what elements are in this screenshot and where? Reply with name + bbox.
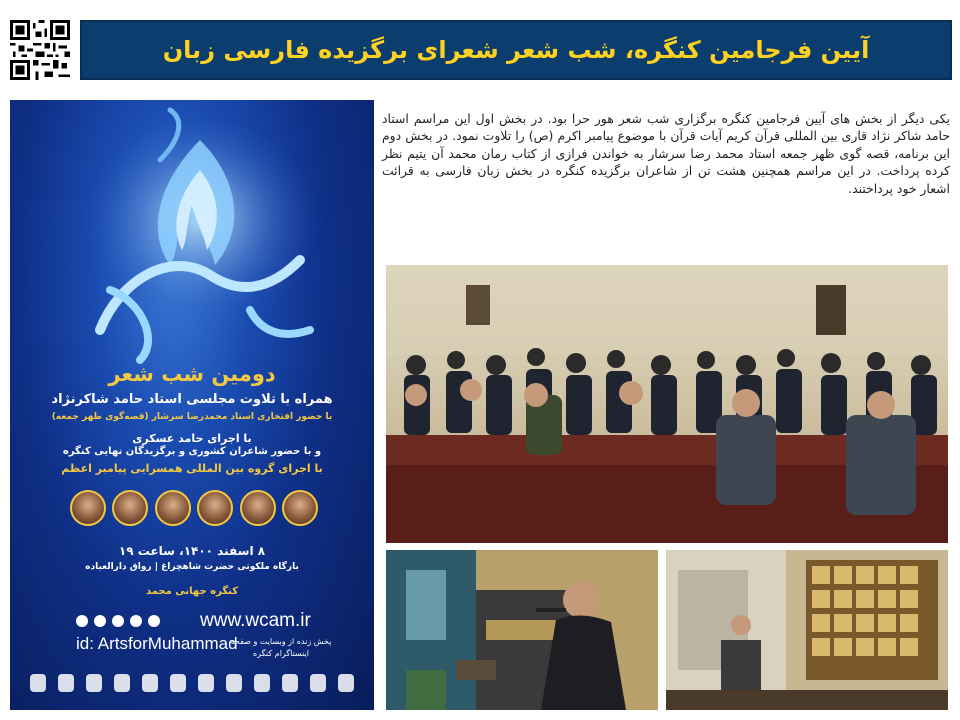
- reciter-photo: [386, 550, 658, 710]
- title-bar: [80, 20, 952, 80]
- speaker-avatar: [70, 490, 106, 526]
- sponsor-logo-icon: [142, 674, 158, 692]
- sponsor-logo-icon: [86, 674, 102, 692]
- sponsor-logo-icon: [58, 674, 74, 692]
- poster-calligraphy-art: [10, 100, 374, 440]
- sponsor-logo-icon: [198, 674, 214, 692]
- poster-live-note: پخش زنده از وبسایت و صفحه اینستاگرام کنگره: [230, 637, 332, 658]
- facebook-icon: [94, 615, 106, 627]
- poster-line-guest: با حضور افتخاری استاد محمدرضا سرشار (قصه‌گوی ظهر جمعه): [51, 412, 333, 422]
- youtube-icon: [130, 615, 142, 627]
- page-title: آیین فرجامین کنگره، شب شعر شعرای برگزیده فارسی زبان: [162, 36, 870, 64]
- sponsor-logo-icon: [254, 674, 270, 692]
- speaker-avatar: [155, 490, 191, 526]
- poster-line-poets: و با حضور شاعران کشوری و برگزیدگان نهایی کنگره: [62, 446, 322, 457]
- sponsor-logos: [30, 674, 354, 692]
- speaker-portraits: [70, 490, 318, 534]
- audience-photo: [386, 265, 948, 543]
- header: [0, 10, 960, 90]
- speaker-photo: [666, 550, 948, 710]
- poster-handle: id: ArtsforMuhammad: [76, 634, 238, 653]
- twitter-icon: [112, 615, 124, 627]
- poster-venue: بارگاه ملکوتی حضرت شاهچراغ | رواق دارالعباده: [85, 562, 299, 572]
- poster-event-title: دومین شب شعر: [108, 362, 276, 386]
- sponsor-logo-icon: [338, 674, 354, 692]
- instagram-icon: [76, 615, 88, 627]
- event-poster: [10, 100, 374, 710]
- article-paragraph: یکی دیگر از بخش های آیین فرجامین کنگره برگزاری شب شعر هور حرا بود. در بخش اول این مراسم استاد حامد شاکر نژاد قاری بین المللی قرآن کریم آیات قرآن با موضوع پیامبر اکرم (ص) را تلاوت نمود. در بخش دوم این برنامه، قصه گوی ظهر جمعه استاد محمد رضا سرشار به خواندن فرازی از کتاب رمان محمد آن یتیم نظر کرده پرداخت. در این مراسم همچنین هشت تن از شاعران برگزیده کنگره در بخش زبان فارسی به قرائت اشعار خود پرداختند.: [382, 111, 950, 196]
- email-icon: [148, 615, 160, 627]
- poster-congress-logo: کنگره جهانی محمد: [145, 586, 239, 597]
- qr-code-icon: [8, 18, 72, 82]
- sponsor-logo-icon: [310, 674, 326, 692]
- poster-date: ۸ اسفند ۱۴۰۰، ساعت ۱۹: [118, 544, 266, 558]
- poster-line-host: با اجرای حامد عسکری: [132, 432, 252, 445]
- sponsor-logo-icon: [114, 674, 130, 692]
- speaker-avatar: [282, 490, 318, 526]
- poster-line-choir: با اجرای گروه بین المللی همسرایی پیامبر اعظم: [61, 462, 323, 475]
- sponsor-logo-icon: [30, 674, 46, 692]
- social-icons: [76, 615, 160, 627]
- poster-website: www.wcam.ir: [200, 610, 311, 631]
- speaker-avatar: [240, 490, 276, 526]
- sponsor-logo-icon: [282, 674, 298, 692]
- speaker-avatar: [197, 490, 233, 526]
- sponsor-logo-icon: [170, 674, 186, 692]
- poster-line-recitation: همراه با تلاوت مجلسی استاد حامد شاکرنژاد: [51, 392, 333, 407]
- speaker-avatar: [112, 490, 148, 526]
- sponsor-logo-icon: [226, 674, 242, 692]
